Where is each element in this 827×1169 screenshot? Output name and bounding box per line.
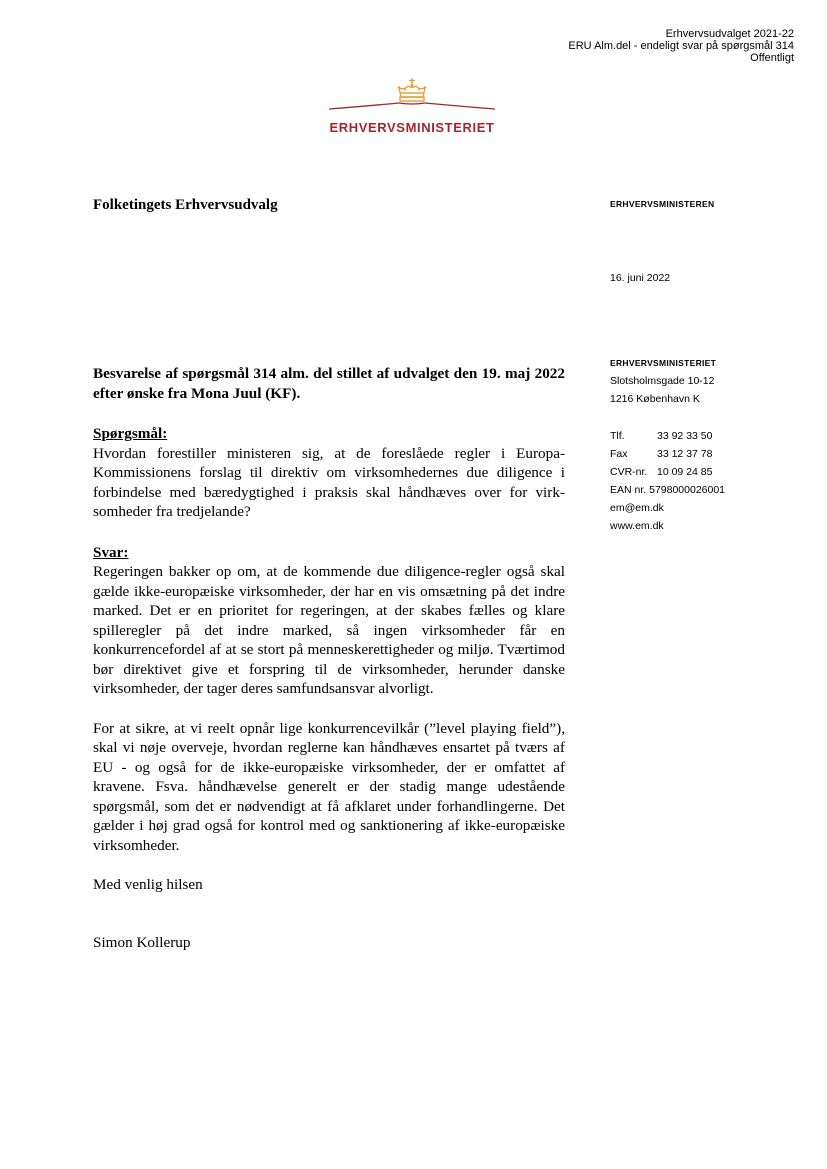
contact-value: 33 92 33 50 [657,430,713,442]
contact-cvr [610,463,712,481]
question-title: Spørgsmål: [93,425,168,442]
contact-email: em@em.dk [610,502,664,514]
contact-value: 33 12 37 78 [657,448,713,460]
contact-label: CVR-nr. [610,466,648,478]
ministry-name: ERHVERVSMINISTERIET [329,120,495,135]
document-reference: ERU Alm.del - endeligt svar på spørgsmål 314 [568,40,794,52]
committee-year: Erhvervsudvalget 2021-22 [665,28,794,40]
ministry-logo [327,75,497,137]
answer-title: Svar: [93,543,129,561]
contact-phone [610,427,712,445]
address-street: Slotsholmsgade 10-12 [610,375,715,387]
sender-heading: ERHVERVSMINISTEREN [610,199,715,209]
address-city: 1216 København K [610,393,700,405]
question-text: Hvordan forestiller ministeren sig, at de foreslåede regler i Europa-Kommissionens forslag til direktiv om virksomhedernes due diligence i forbindelse med bæredygtighed i praksis skal håndhæves over for virksomheder fra tredjelande? [93,444,565,520]
contact-website: www.em.dk [610,520,664,532]
letter-body [93,364,565,952]
public-status: Offentligt [750,52,794,64]
letter-subject: Besvarelse af spørgsmål 314 alm. del stillet af udvalget den 19. maj 2022 efter ønske fra Mona Juul (KF). [93,365,565,402]
recipient: Folketingets Erhvervsudvalg [93,197,278,213]
contact-ean: EAN nr. 5798000026001 [610,484,726,496]
contact-label: Tlf. [610,430,625,442]
closing-greeting: Med venlig hilsen [93,876,203,893]
answer-paragraph: For at sikre, at vi reelt opnår lige konkurrencevilkår (”level playing field”), skal vi nøje overveje, hvordan reglerne kan håndhæves ensartet på tværs af EU - og også for de ikke-europæiske virksomheder, der er omfattet af kravene. Fsva. håndhævelse generelt er der stadig mange udestående spørgsmål, som det er nødvendigt at få afklaret under forhandlingerne. Det gælder i høj grad også for kontrol med og sanktionering af ikke-europæiske virksomheder. [93,719,565,854]
contact-label: Fax [610,448,628,460]
address-heading: ERHVERVSMINISTERIET [610,358,717,368]
letter-date: 16. juni 2022 [610,272,671,284]
contact-value: 10 09 24 85 [657,466,713,478]
contact-fax [610,445,712,463]
answer-paragraph: Regeringen bakker op om, at de kommende due diligence-regler også skal gælde ikke-europæiske virksomheder, der har en vis omsætning på det indre marked. Det er en prioritet for regeringen, at der skabes fælles og klare spilleregler på det indre marked, så ingen virksomheder får en konkurrencefordel af at se stort på menneskerettigheder og miljø. Tværtimod bør direktivet give et forspring til de virksomheder, herunder danske virksomheder, der tager deres samfundsansvar alvorligt. [93,563,565,697]
signature-name: Simon Kollerup [93,933,191,951]
document-header [568,28,794,64]
crown-icon [327,75,497,117]
